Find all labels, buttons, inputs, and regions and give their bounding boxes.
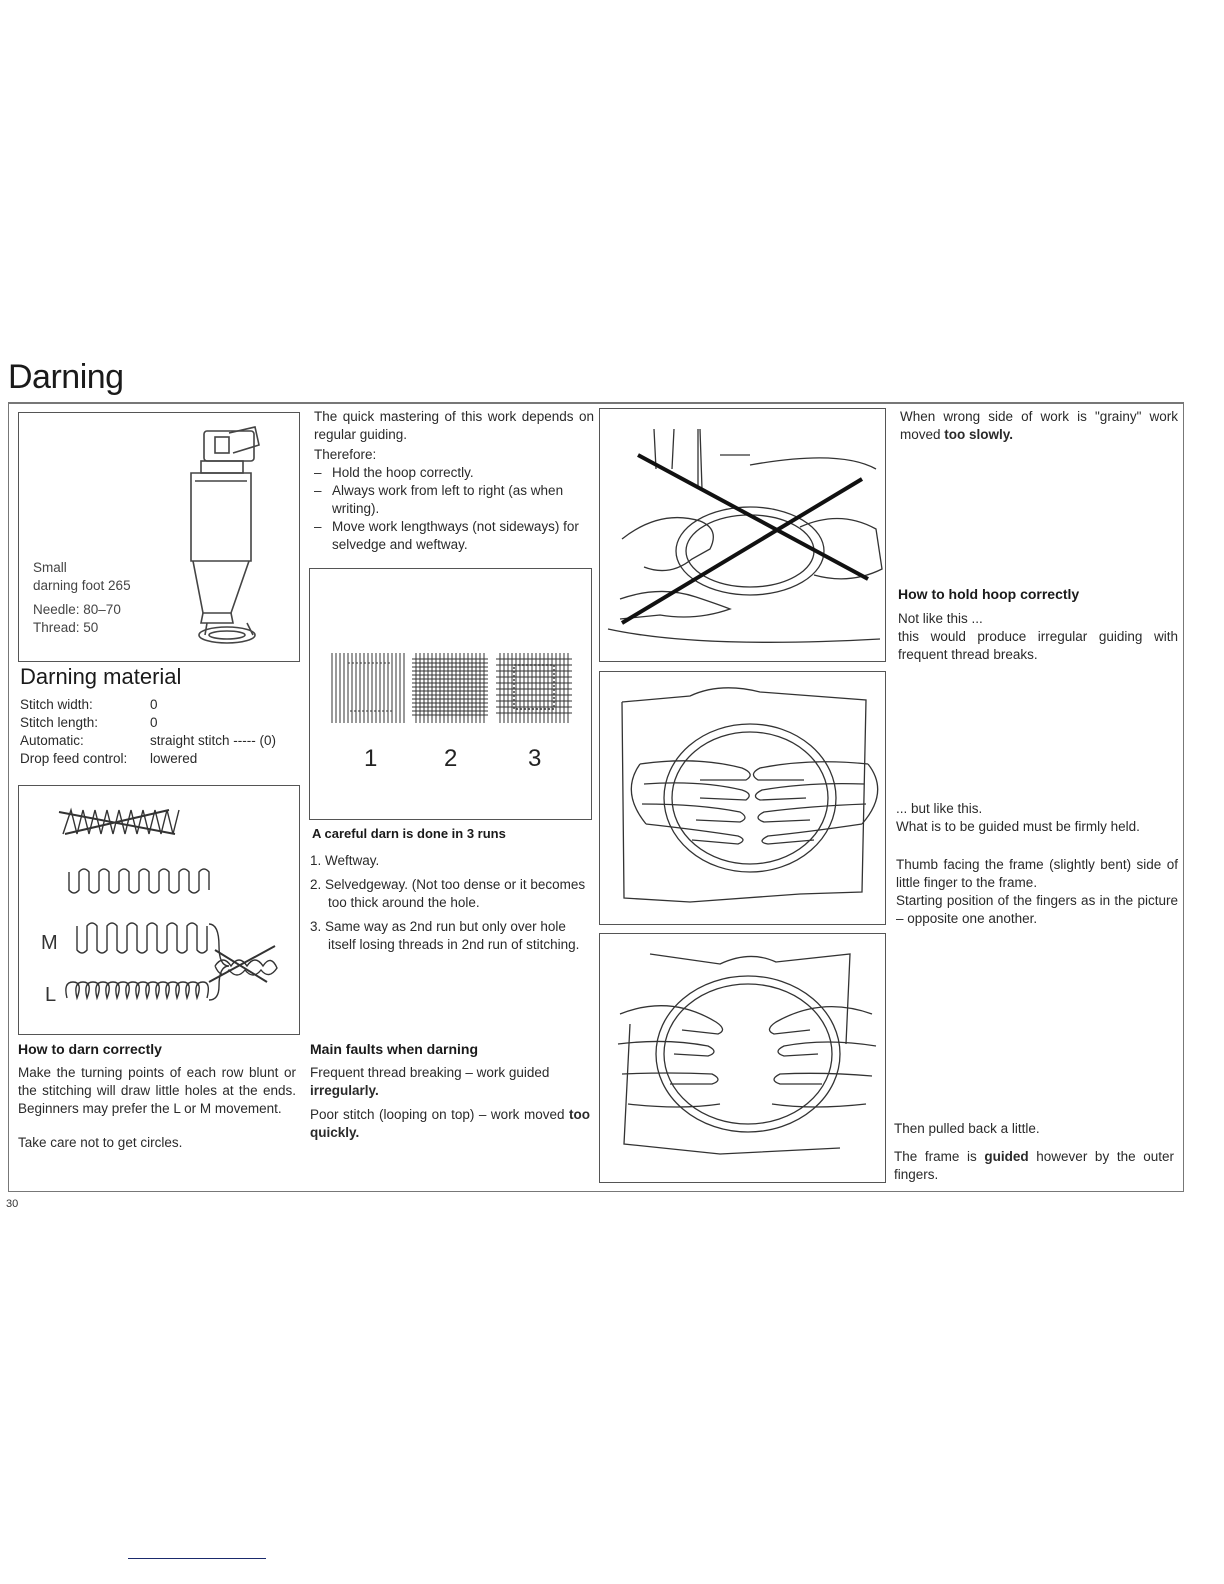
irregular-guiding-note: this would produce irregular guiding with frequent thread breaks. xyxy=(898,629,1178,662)
therefore-label: Therefore: xyxy=(314,447,377,462)
run-label-1: 1 xyxy=(364,745,378,772)
material-row: Drop feed control: lowered xyxy=(20,751,198,766)
intro-list xyxy=(314,464,594,554)
fault-2: Poor stitch (looping on top) – work moved too quickly. xyxy=(310,1107,590,1140)
pulled-back-note: Then pulled back a little. xyxy=(894,1121,1040,1136)
list-item: – Move work lengthways (not sideways) for selvedge and weftway. xyxy=(314,519,579,552)
darning-foot-panel xyxy=(18,412,300,662)
list-item: 2. Selvedgeway. (Not too dense or it becomes too thick around the hole. xyxy=(310,877,586,910)
careful-darn-heading: A careful darn is done in 3 runs xyxy=(312,826,506,841)
thread-size: Thread: 50 xyxy=(33,620,99,635)
label-m: M xyxy=(41,932,58,954)
material-row: Stitch width: 0 xyxy=(20,697,158,712)
careful-darn-steps xyxy=(310,852,590,954)
grainy-note: When wrong side of work is "grainy" work moved too slowly. xyxy=(900,409,1178,442)
frame-guided-note: The frame is guided however by the outer fingers. xyxy=(894,1149,1174,1182)
stitch-patterns xyxy=(19,786,301,1036)
faults-heading: Main faults when darning xyxy=(310,1041,479,1057)
material-row: Stitch length: 0 xyxy=(20,715,158,730)
page-title: Darning xyxy=(8,358,124,396)
correct-grip-illustration xyxy=(599,671,886,925)
hands-hoop-wrong xyxy=(600,409,887,663)
foot-name-line1: Small xyxy=(33,560,67,575)
thumb-note: Thumb facing the frame (slightly bent) side of little finger to the frame. xyxy=(896,857,1178,890)
material-heading: Darning material xyxy=(20,664,182,689)
list-item: 3. Same way as 2nd run but only over hole itself losing threads in 2nd run of stitching. xyxy=(310,919,580,952)
label-l: L xyxy=(45,984,57,1006)
hands-hoop-correct xyxy=(600,672,887,926)
not-like-this: Not like this ... xyxy=(898,611,983,626)
material-table xyxy=(20,696,310,768)
list-item: 1. Weftway. xyxy=(310,853,380,868)
pulled-back-illustration xyxy=(599,933,886,1183)
wrong-grip-illustration xyxy=(599,408,886,662)
list-item: – Always work from left to right (as when writing). xyxy=(314,483,564,516)
firmly-held-note: What is to be guided must be firmly held. xyxy=(896,819,1140,834)
hands-hoop-pulled xyxy=(600,934,887,1184)
page-number: 30 xyxy=(6,1198,19,1210)
run-label-3: 3 xyxy=(528,745,542,772)
how-to-darn-body: Make the turning points of each row blunt or the stitching will draw little holes at the ends. Beginners may prefer the L or M movement. xyxy=(18,1065,296,1116)
foot-name-line2: darning foot 265 xyxy=(33,578,131,593)
footer-rule xyxy=(128,1558,266,1559)
how-to-darn-heading: How to darn correctly xyxy=(18,1041,162,1057)
material-row: Automatic: straight stitch ----- (0) xyxy=(20,733,277,748)
how-to-darn-note: Take care not to get circles. xyxy=(18,1135,183,1150)
list-item: – Hold the hoop correctly. xyxy=(314,465,474,480)
hold-hoop-heading: How to hold hoop correctly xyxy=(898,586,1080,602)
but-like-this: ... but like this. xyxy=(896,801,983,816)
run-label-2: 2 xyxy=(444,745,458,772)
intro-text: The quick mastering of this work depends on regular guiding. xyxy=(314,409,594,442)
starting-position-note: Starting position of the fingers as in the picture – opposite one another. xyxy=(896,893,1178,926)
fault-1: Frequent thread breaking – work guided irregularly. xyxy=(310,1065,550,1098)
darn-runs-illustration xyxy=(310,569,593,821)
needle-size: Needle: 80–70 xyxy=(33,602,121,617)
stitch-pattern-panel xyxy=(18,785,300,1035)
darn-runs-figure xyxy=(309,568,592,820)
